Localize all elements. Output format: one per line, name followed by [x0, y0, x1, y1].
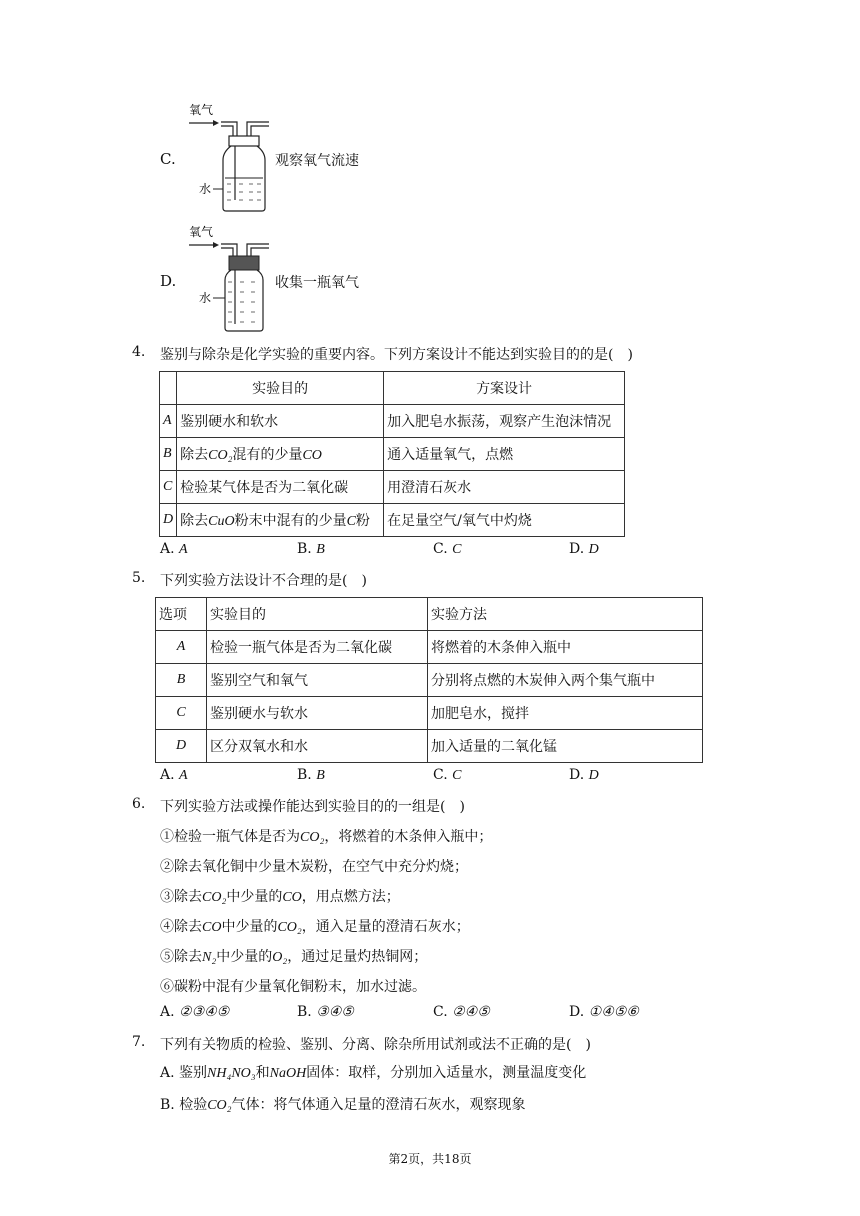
table-cell-purpose: 检验某气体是否为二氧化碳: [177, 471, 384, 504]
q4-option-d[interactable]: D. D: [569, 541, 599, 557]
table-row: [156, 730, 703, 763]
table-cell-purpose: 鉴别硬水与软水: [207, 697, 428, 730]
table-row: [156, 697, 703, 730]
q7-number: 7.: [132, 1034, 146, 1050]
table-cell-purpose: 除去CO₂混有的少量CO: [177, 438, 384, 471]
q6-option-d[interactable]: D. ①④⑤⑥: [569, 1004, 639, 1020]
table-header-cell: 实验目的: [207, 598, 428, 631]
table-cell-method: 分别将点燃的木炭伸入两个集气瓶中: [428, 664, 703, 697]
option-d-label: D.: [160, 272, 177, 290]
page-footer: 第2页，共18页: [388, 1152, 472, 1166]
table-header-cell: [160, 372, 177, 405]
q7-stem: 下列有关物质的检验、鉴别、分离、除杂所用试剂或法不正确的是( ): [160, 1037, 591, 1053]
table-cell-key: B: [156, 664, 207, 697]
table-cell-method: 加入肥皂水振荡，观察产生泡沫情况: [384, 405, 625, 438]
water-label: 水: [199, 182, 212, 196]
q6-option-b[interactable]: B. ③④⑤: [297, 1004, 354, 1020]
collection-bottle-icon: [185, 222, 275, 334]
q6-number: 6.: [132, 796, 146, 812]
option-d-desc: 收集一瓶氧气: [275, 275, 359, 291]
q5-option-d[interactable]: D. D: [569, 767, 599, 783]
table-cell-key: D: [160, 504, 177, 537]
table-cell-purpose: 除去CuO粉末中混有的少量C粉: [177, 504, 384, 537]
table-cell-method: 用澄清石灰水: [384, 471, 625, 504]
table-cell-purpose: 检验一瓶气体是否为二氧化碳: [207, 631, 428, 664]
option-d-figure: [160, 222, 380, 334]
table-header-cell: 实验方法: [428, 598, 703, 631]
gas-washing-bottle-icon: [185, 100, 275, 215]
q4-option-a[interactable]: A. A: [160, 541, 188, 557]
q5-option-a[interactable]: A. A: [160, 767, 188, 783]
option-c-desc: 观察氧气流速: [275, 153, 359, 169]
q4-options: [160, 541, 760, 561]
oxygen-label: 氧气: [189, 225, 214, 239]
q5-option-c[interactable]: C. C: [433, 767, 462, 783]
q6-option-c[interactable]: C. ②④⑤: [433, 1004, 490, 1020]
q5-options: [160, 767, 760, 787]
table-cell-purpose: 区分双氧水和水: [207, 730, 428, 763]
table-cell-key: C: [160, 471, 177, 504]
table-row: [160, 504, 625, 537]
table-row: [156, 664, 703, 697]
q6-options: [160, 1004, 760, 1024]
q4-table: [159, 371, 625, 537]
table-header-cell: 实验目的: [177, 372, 384, 405]
q4-option-b[interactable]: B. B: [297, 541, 325, 557]
option-c-label: C.: [160, 150, 176, 168]
table-header-cell: 方案设计: [384, 372, 625, 405]
water-label: 水: [199, 291, 212, 305]
option-c-figure: [160, 100, 380, 215]
table-cell-key: A: [156, 631, 207, 664]
table-cell-method: 通入适量氧气，点燃: [384, 438, 625, 471]
q6-item: ⑤除去N₂中少量的O₂，通过足量灼热铜网；: [160, 949, 428, 965]
q4-option-c[interactable]: C. C: [433, 541, 462, 557]
q7-option-b[interactable]: B. 检验CO₂气体：将气体通入足量的澄清石灰水，观察现象: [160, 1097, 526, 1113]
q5-stem: 下列实验方法设计不合理的是( ): [160, 573, 367, 589]
table-cell-method: 在足量空气/氧气中灼烧: [384, 504, 625, 537]
q7-option-a[interactable]: A. 鉴别NH₄NO₃和NaOH固体：取样，分别加入适量水，测量温度变化: [160, 1065, 587, 1081]
table-row: [160, 471, 625, 504]
table-cell-key: A: [160, 405, 177, 438]
oxygen-label: 氧气: [189, 103, 214, 117]
table-row: [160, 438, 625, 471]
q5-table: [155, 597, 703, 763]
q5-number: 5.: [132, 570, 146, 586]
table-cell-method: 将燃着的木条伸入瓶中: [428, 631, 703, 664]
q6-stem: 下列实验方法或操作能达到实验目的的一组是( ): [160, 799, 465, 815]
table-cell-method: 加入适量的二氧化锰: [428, 730, 703, 763]
q4-number: 4.: [132, 344, 146, 360]
q6-item: ①检验一瓶气体是否为CO₂，将燃着的木条伸入瓶中；: [160, 829, 493, 845]
q6-item: ④除去CO中少量的CO₂，通入足量的澄清石灰水；: [160, 919, 470, 935]
table-header-row: [160, 372, 625, 405]
table-cell-key: C: [156, 697, 207, 730]
table-header-cell: 选项: [156, 598, 207, 631]
table-cell-purpose: 鉴别空气和氧气: [207, 664, 428, 697]
q6-option-a[interactable]: A. ②③④⑤: [160, 1004, 230, 1020]
table-cell-key: D: [156, 730, 207, 763]
table-row: [160, 405, 625, 438]
table-cell-method: 加肥皂水，搅拌: [428, 697, 703, 730]
q6-item: ③除去CO₂中少量的CO，用点燃方法；: [160, 889, 400, 905]
table-row: [156, 631, 703, 664]
q4-stem: 鉴别与除杂是化学实验的重要内容。下列方案设计不能达到实验目的的是( ): [160, 347, 633, 363]
q5-option-b[interactable]: B. B: [297, 767, 325, 783]
table-cell-purpose: 鉴别硬水和软水: [177, 405, 384, 438]
table-cell-key: B: [160, 438, 177, 471]
q6-item: ⑥碳粉中混有少量氧化铜粉末，加水过滤。: [160, 979, 426, 995]
table-header-row: [156, 598, 703, 631]
q6-item: ②除去氧化铜中少量木炭粉，在空气中充分灼烧；: [160, 859, 468, 875]
